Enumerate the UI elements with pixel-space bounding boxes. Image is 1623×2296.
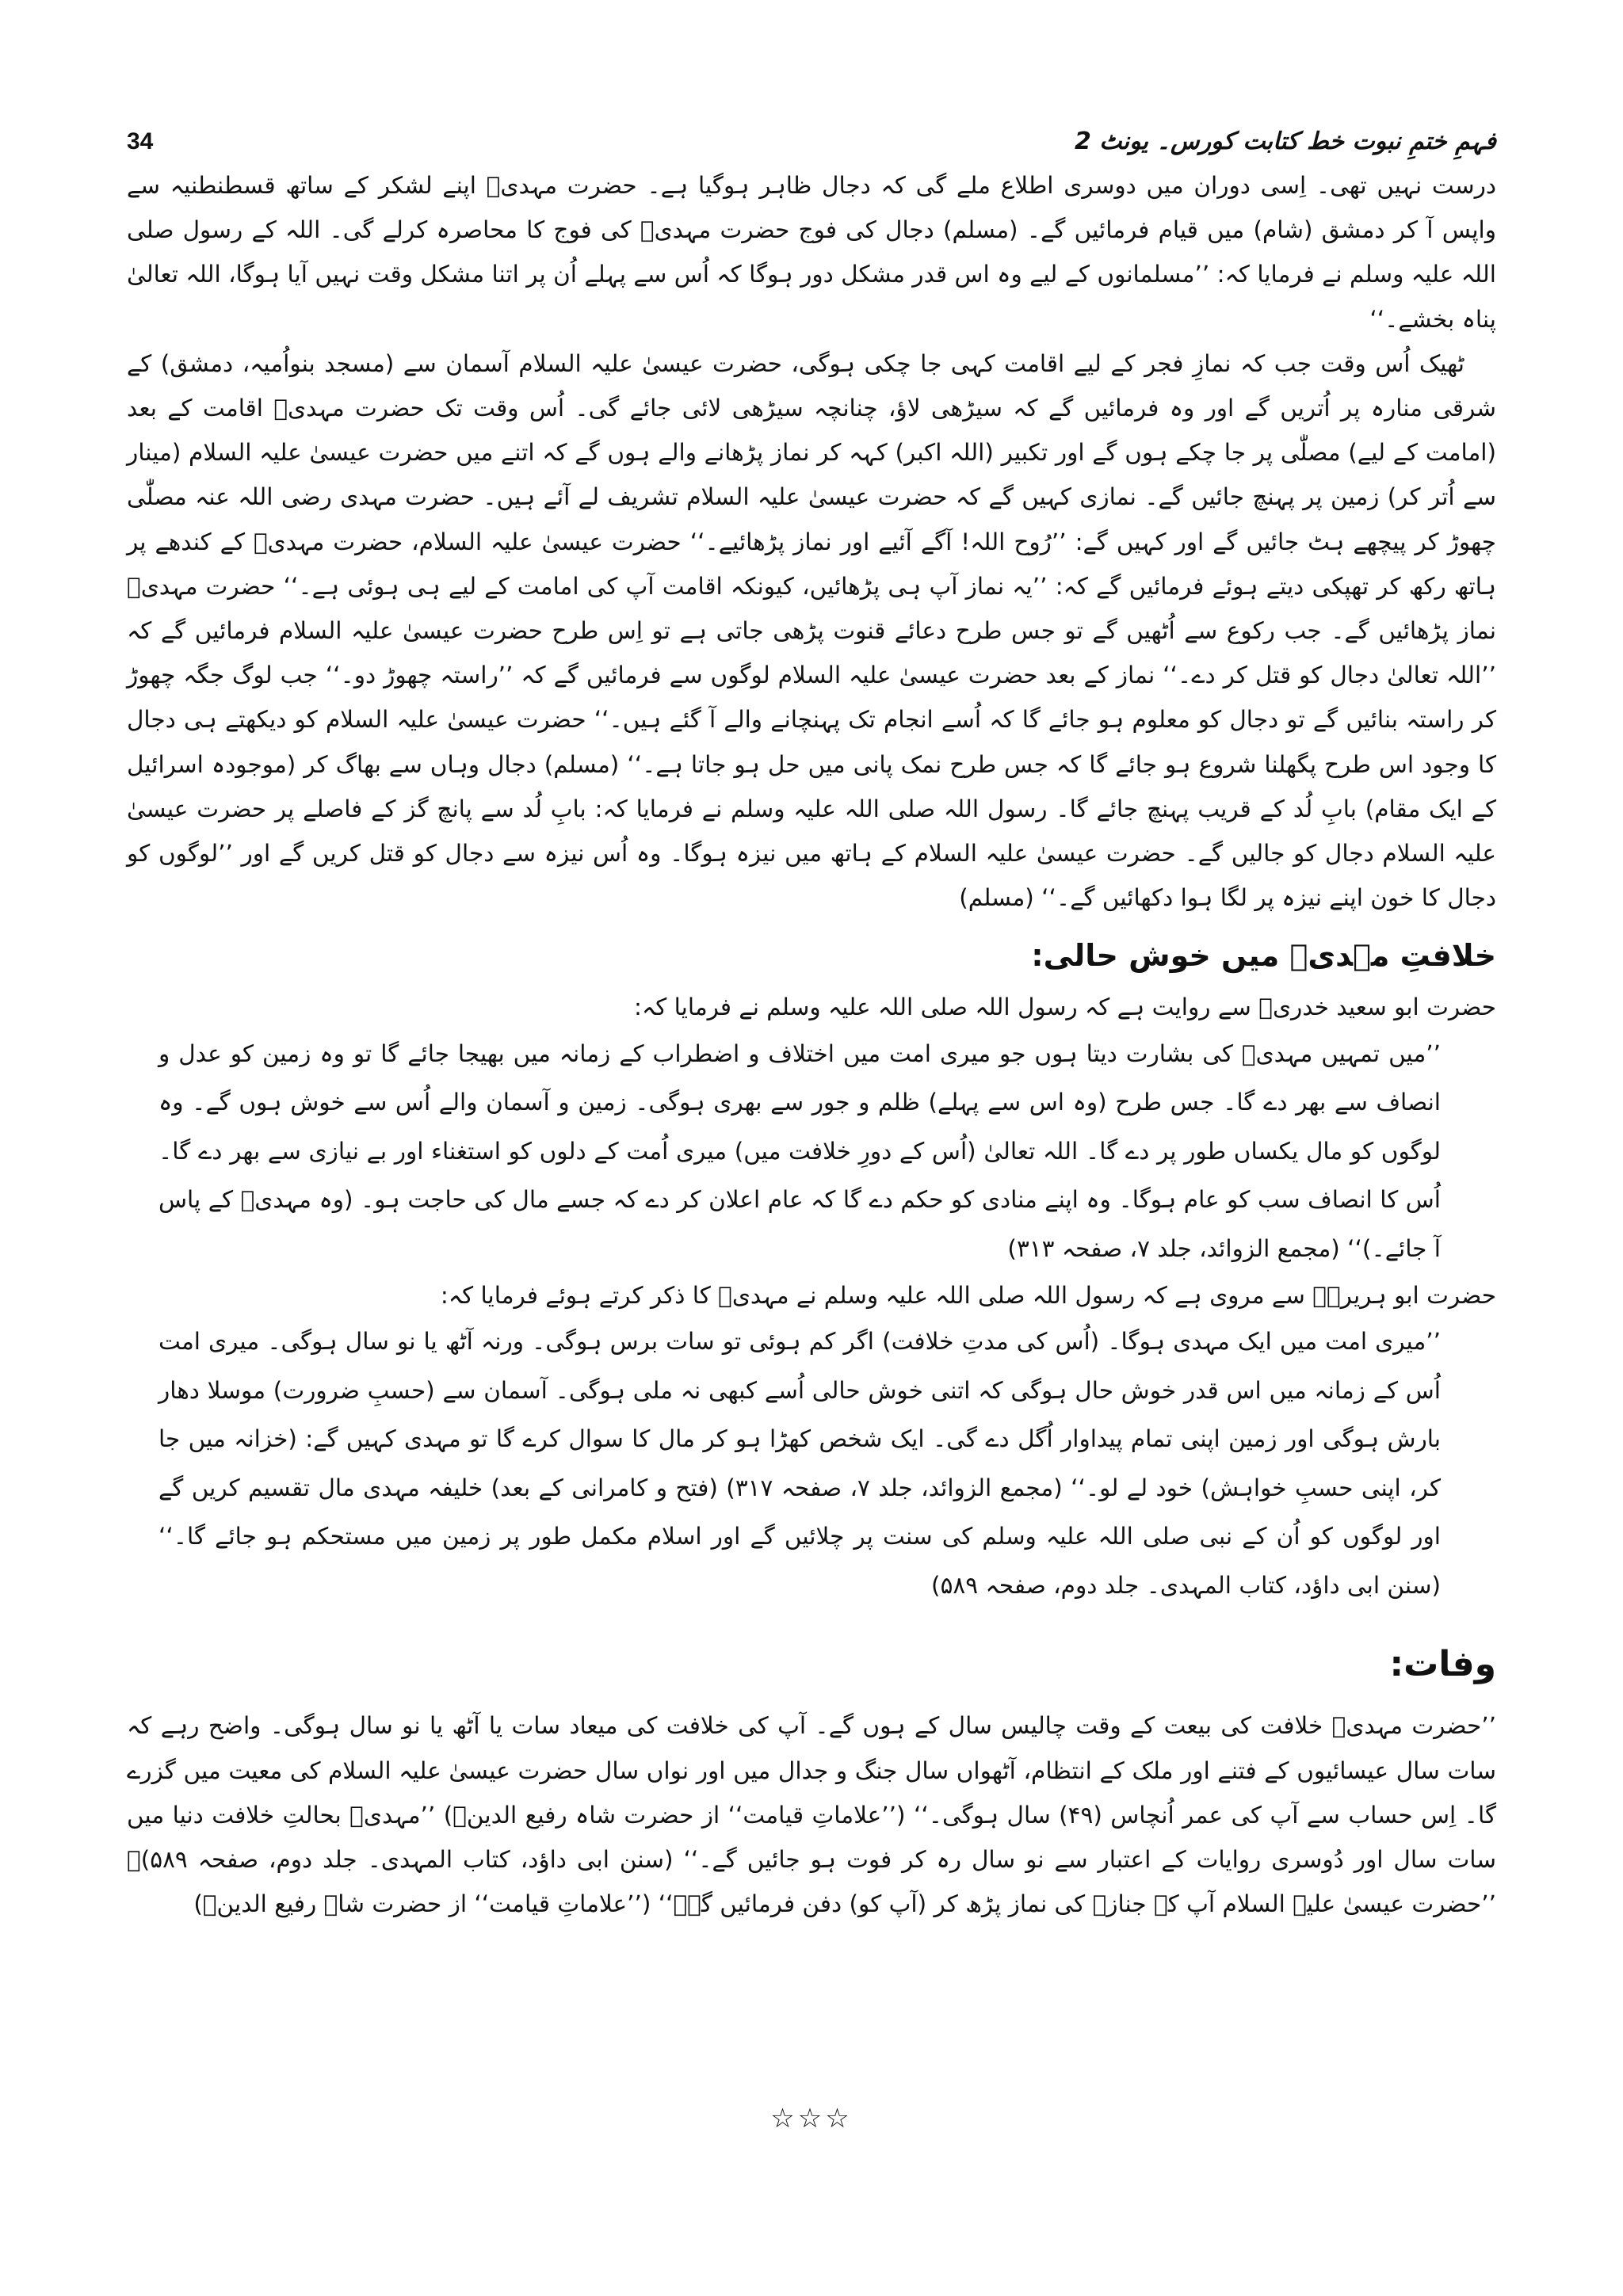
wafat-paragraph: ’’حضرت مہدیؓ خلافت کی بیعت کے وقت چالیس سال کے ہوں گے۔ آپ کی خلافت کی میعاد سات یا آٹھ یا نو سال ہوگی۔ واضح رہے کہ سات سال عیسائیوں کے فتنے اور ملک کے انتظام، آٹھواں سال جنگ و جدال میں اور نواں سال حضرت عیسیٰ علیہ السلام کی معیت میں گزرے گا۔ اِس حساب سے آپ کی عمر اُنچاس (۴۹) سال ہوگی۔‘‘ (’’علاماتِ قیامت‘‘ از حضرت شاہ رفیع الدینؒ) ’’مہدیؓ بحالتِ خلافت دنیا میں سات سال اور دُوسری روایات کے اعتبار سے نو سال رہ کر فوت ہو جائیں گے۔‘‘ (سنن ابی داؤد، کتاب المہدی۔ جلد دوم، صفحہ ۵۸۹)۔ ’’حضرت عیسیٰ علیہ السلام آپ کے جنازہ کی نماز پڑھ کر (آپ کو) دفن فرمائیں گے۔‘‘ (’’علاماتِ قیامت‘‘ از حضرت شاہ رفیع الدینؒ) (127, 1712, 1496, 1918)
section-divider-stars: ☆☆☆ (770, 2103, 853, 2134)
narration-2-intro: حضرت ابو ہریرہؓ سے مروی ہے کہ رسول اللہ صلی اللہ علیہ وسلم نے مہدیؓ کا ذکر کرتے ہوئے فرمایا کہ: (440, 1282, 1496, 1310)
heading-wafat: وفات: (1389, 1644, 1496, 1685)
intro-paragraph-2: ٹھیک اُس وقت جب کہ نمازِ فجر کے لیے اقامت کہی جا چکی ہوگی، حضرت عیسیٰ علیہ السلام آسمان سے (مسجد بنواُمیہ، دمشق) کے شرقی منارہ پر اُتریں گے اور وہ فرمائیں گے کہ سیڑھی لاؤ، چنانچہ سیڑھی لائی جائے گی۔ اُس وقت تک حضرت مہدیؓ اقامت کے بعد (امامت کے لیے) مصلّٰی پر جا چکے ہوں گے اور تکبیر (اللہ اکبر) کہہ کر نماز پڑھانے والے ہوں گے کہ اتنے میں حضرت عیسیٰ علیہ السلام (مینار سے اُتر کر) زمین پر پہنچ جائیں گے۔ نمازی کہیں گے کہ حضرت عیسیٰ علیہ السلام تشریف لے آئے ہیں۔ حضرت مہدی رضی اللہ عنہ مصلّٰی چھوڑ کر پیچھے ہٹ جائیں گے اور کہیں گے: ’’رُوح اللہ! آگے آئیے اور نماز پڑھائیے۔‘‘ حضرت عیسیٰ علیہ السلام، حضرت مہدیؓ کے کندھے پر ہاتھ رکھ کر تھپکی دیتے ہوئے فرمائیں گے کہ: ’’یہ نماز آپ ہی پڑھائیں، کیونکہ اقامت آپ کی امامت کے لیے ہی ہوئی ہے۔‘‘ حضرت مہدیؓ نماز پڑھائیں گے۔ جب رکوع سے اُٹھیں گے تو جس طرح دعائے قنوت پڑھی جاتی ہے تو اِس طرح حضرت عیسیٰ علیہ السلام فرمائیں گے کہ ’’اللہ تعالیٰ دجال کو قتل کر دے۔‘‘ نماز کے بعد حضرت عیسیٰ علیہ السلام لوگوں سے فرمائیں گے کہ ’’راستہ چھوڑ دو۔‘‘ جب لوگ جگہ چھوڑ کر راستہ بنائیں گے تو دجال کو معلوم ہو جائے گا کہ اُسے انجام تک پہنچانے والے آ گئے ہیں۔‘‘ حضرت عیسیٰ علیہ السلام کو دیکھتے ہی دجال کا وجود اس طرح پگھلنا شروع ہو جائے گا کہ جس طرح نمک پانی میں حل ہو جاتا ہے۔‘‘ (مسلم) دجال وہاں سے بھاگ کر (موجودہ اسرائیل کے ایک مقام) بابِ لُد کے قریب پہنچ جائے گا۔ رسول اللہ صلی اللہ علیہ وسلم نے فرمایا کہ: بابِ لُد سے پانچ گز کے فاصلے پر حضرت عیسیٰ علیہ السلام دجال کو جالیں گے۔ حضرت عیسیٰ علیہ السلام کے ہاتھ میں نیزہ ہوگا۔ وہ اُس نیزہ سے دجال کو قتل کریں گے اور ’’لوگوں کو دجال کا خون اپنے نیزہ پر لگا ہوا دکھائیں گے۔‘‘ (مسلم) (127, 349, 1496, 912)
hadith-quote-1: ’’میں تمہیں مہدیؓ کی بشارت دیتا ہوں جو میری امت میں اختلاف و اضطراب کے زمانہ میں بھیجا جائے گا تو وہ زمین کو عدل و انصاف سے بھر دے گا۔ جس طرح (وہ اس سے پہلے) ظلم و جور سے بھری ہوگی۔ زمین و آسمان والے اُس سے خوش ہوں گے۔ وہ لوگوں کو مال یکساں طور پر دے گا۔ اللہ تعالیٰ (اُس کے دورِ خلافت میں) میری اُمت کے دلوں کو استغناء اور بے نیازی سے بھر دے گا۔ اُس کا انصاف سب کو عام ہوگا۔ وہ اپنے منادی کو حکم دے گا کہ عام اعلان کر دے کہ جسے مال کی حاجت ہو۔ (وہ مہدیؓ کے پاس آ جائے۔)‘‘ (مجمع الزوائد، جلد ۷، صفحہ ۳۱۳) (158, 1039, 1441, 1262)
course-title: فہمِ ختمِ نبوت خط کتابت کورس۔ یونٹ 2 (1074, 128, 1496, 155)
page-header (127, 111, 1496, 155)
hadith-quote-2: ’’میری امت میں ایک مہدی ہوگا۔ (اُس کی مدتِ خلافت) اگر کم ہوئی تو سات برس ہوگی۔ ورنہ آٹھ یا نو سال ہوگی۔ میری امت اُس کے زمانہ میں اس قدر خوش حال ہوگی کہ اتنی خوش حالی اُسے کبھی نہ ملی ہوگی۔ آسمان سے (حسبِ ضرورت) موسلا دھار بارش ہوگی اور زمین اپنی تمام پیداوار اُگل دے گی۔ ایک شخص کھڑا ہو کر مال کا سوال کرے گا تو مہدی کہیں گے: (خزانہ میں جا کر، اپنی حسبِ خواہش) خود لے لو۔‘‘ (مجمع الزوائد، جلد ۷، صفحہ ۳۱۷) (فتح و کامرانی کے بعد) خلیفہ مہدی مال تقسیم کریں گے اور لوگوں کو اُن کے نبی صلی اللہ علیہ وسلم کی سنت پر چلائیں گے اور اسلام مکمل طور پر زمین میں مستحکم ہو جائے گا۔‘‘ (سنن ابی داؤد، کتاب المہدی۔ جلد دوم، صفحہ ۵۸۹) (158, 1328, 1441, 1599)
heading-khilafat: خلافتِ مہدیؓ میں خوش حالی: (1031, 938, 1496, 974)
narration-1-intro: حضرت ابو سعید خدریؓ سے روایت ہے کہ رسول اللہ صلی اللہ علیہ وسلم نے فرمایا کہ: (634, 994, 1496, 1021)
page-number: 34 (127, 128, 154, 154)
intro-paragraph-1: درست نہیں تھی۔ اِسی دوران میں دوسری اطلاع ملے گی کہ دجال ظاہر ہوگیا ہے۔ حضرت مہدیؓ اپنے لشکر کے ساتھ قسطنطنیہ سے واپس آ کر دمشق (شام) میں قیام فرمائیں گے۔ (مسلم) دجال کی فوج حضرت مہدیؓ کی فوج کا محاصرہ کرلے گی۔ اللہ کے رسول صلی اللہ علیہ وسلم نے فرمایا کہ: ’’مسلمانوں کے لیے وہ اس قدر مشکل دور ہوگا کہ اُس سے پہلے اُن پر اتنا مشکل وقت نہیں آیا ہوگا، اللہ تعالیٰ پناہ بخشے۔‘‘ (127, 172, 1496, 333)
